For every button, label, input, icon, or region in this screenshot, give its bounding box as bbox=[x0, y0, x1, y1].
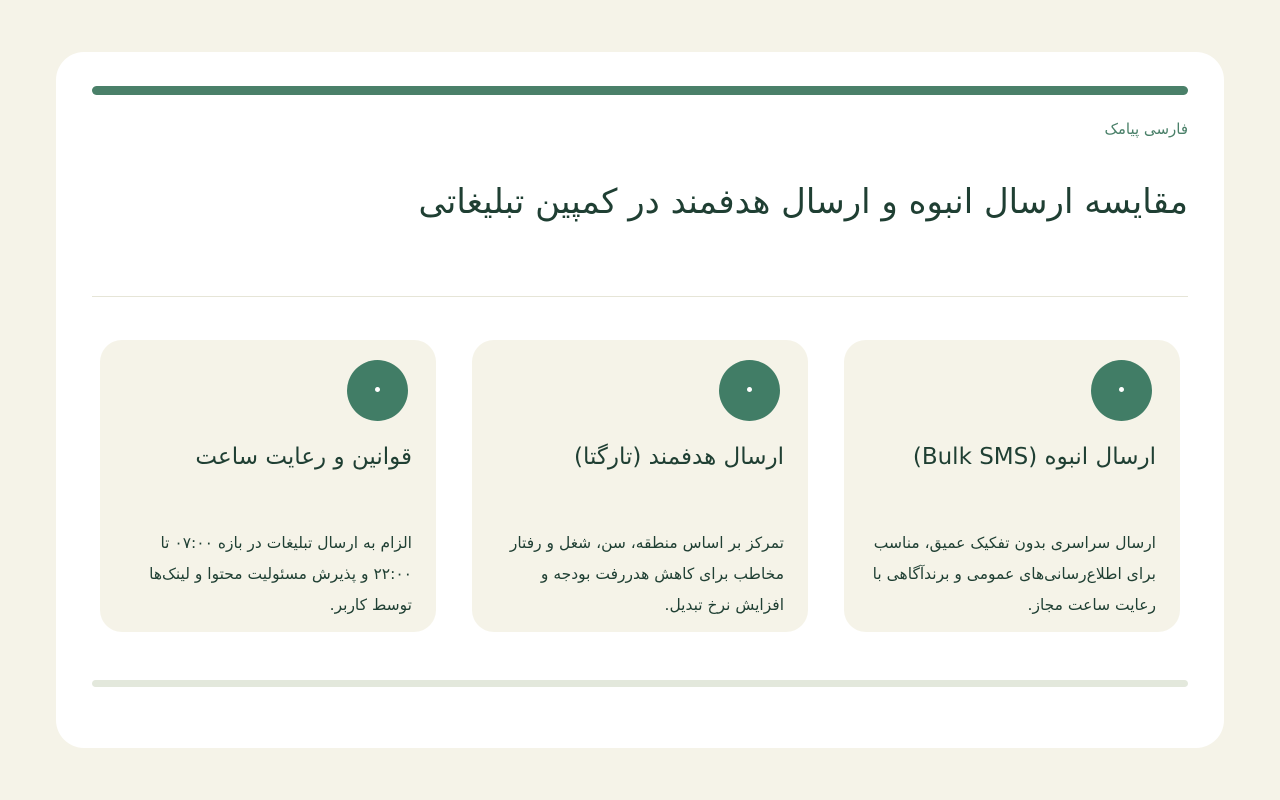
header-divider bbox=[92, 296, 1188, 297]
feature-description: تمرکز بر اساس منطقه، سن، شغل و رفتار مخاطب برای کاهش هدررفت بودجه و افزایش نرخ تبدیل. bbox=[509, 534, 784, 614]
feature-list bbox=[100, 340, 1180, 632]
brand-label: فارسی پیامک bbox=[1104, 120, 1188, 138]
feature-description: ارسال سراسری بدون تفکیک عمیق، مناسب برای اطلاع‌رسانی‌های عمومی و برندآگاهی با رعایت ساعت مجاز. bbox=[872, 534, 1156, 614]
top-accent-bar bbox=[92, 86, 1188, 95]
feature-card-bulk bbox=[844, 340, 1180, 632]
feature-card-targeted bbox=[472, 340, 808, 632]
feature-title: قوانین و رعایت ساعت bbox=[195, 444, 412, 470]
feature-card-rules bbox=[100, 340, 436, 632]
content-card bbox=[56, 52, 1224, 748]
feature-description: الزام به ارسال تبلیغات در بازه ۰۷:۰۰ تا ۲۲:۰۰ و پذیرش مسئولیت محتوا و لینک‌ها توسط کاربر. bbox=[149, 534, 412, 614]
feature-title: ارسال انبوه (Bulk SMS) bbox=[912, 444, 1156, 470]
page-title: مقایسه ارسال انبوه و ارسال هدفمند در کمپین تبلیغاتی bbox=[418, 182, 1188, 222]
dot-circle-icon bbox=[347, 360, 408, 421]
bottom-accent-bar bbox=[92, 680, 1188, 687]
feature-title: ارسال هدفمند (تارگتا) bbox=[574, 444, 784, 470]
dot-circle-icon bbox=[719, 360, 780, 421]
dot-circle-icon bbox=[1091, 360, 1152, 421]
